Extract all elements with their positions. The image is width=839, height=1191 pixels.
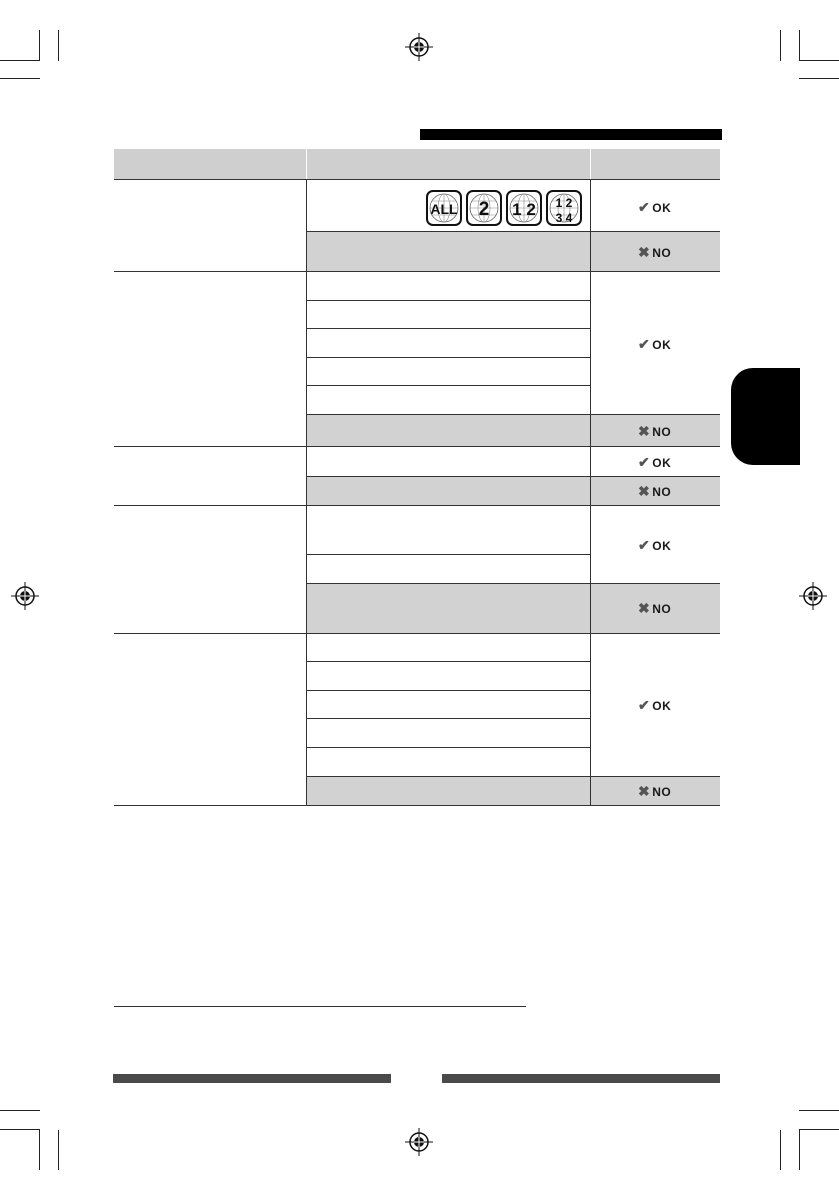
status-ok: ✔ OK	[638, 697, 672, 713]
table-rule	[307, 718, 591, 719]
region-icon-label: 1 2	[555, 196, 573, 210]
region-icon-label: 2	[478, 199, 490, 220]
crop-mark	[799, 1129, 839, 1130]
crop-mark	[58, 30, 59, 61]
checkmark-icon: ✔	[638, 199, 651, 215]
crop-mark	[0, 1129, 40, 1130]
table-rule	[307, 231, 720, 232]
table-rule	[307, 690, 591, 691]
cross-icon: ✖	[638, 483, 651, 499]
checkmark-icon: ✔	[638, 336, 651, 352]
status-ok: ✔ OK	[638, 336, 672, 352]
status-ok: ✔ OK	[638, 537, 672, 553]
registration-mark-icon	[799, 582, 827, 610]
table-rule	[307, 414, 720, 415]
checkmark-icon: ✔	[638, 697, 651, 713]
registration-mark-icon	[11, 582, 39, 610]
crop-mark	[780, 30, 781, 61]
cross-icon: ✖	[638, 244, 651, 260]
status-ok: ✔ OK	[638, 199, 672, 215]
crop-mark	[58, 1130, 59, 1170]
table-rule	[307, 583, 720, 584]
cross-icon: ✖	[638, 423, 651, 439]
footer-bar-left	[113, 1074, 391, 1083]
table-header-cell	[114, 149, 306, 179]
crop-mark	[0, 1110, 40, 1111]
table-rule	[114, 505, 720, 506]
section-header-bar	[420, 129, 722, 140]
region-1-2-3-4-icon	[547, 191, 581, 225]
table-rule	[114, 446, 720, 447]
table-rule	[307, 385, 591, 386]
table-rule	[307, 661, 591, 662]
crop-mark	[39, 30, 40, 61]
crop-mark	[799, 78, 839, 79]
side-tab	[731, 368, 800, 465]
registration-mark-icon	[405, 1128, 433, 1156]
status-no: ✖ NO	[638, 483, 672, 499]
table-rule	[307, 357, 591, 358]
status-no: ✖ NO	[638, 783, 672, 799]
crop-mark	[39, 1130, 40, 1170]
table-rule	[114, 633, 720, 634]
table-rule	[307, 554, 591, 555]
crop-mark	[780, 1130, 781, 1170]
table-rule	[307, 328, 591, 329]
table-rule	[307, 476, 720, 477]
table-header-cell	[591, 149, 720, 179]
registration-mark-icon	[405, 33, 433, 61]
table-rule	[306, 179, 307, 805]
region-2-icon	[467, 191, 501, 225]
region-all-icon	[427, 191, 461, 225]
table-header-cell	[307, 149, 590, 179]
footnote-rule	[114, 1006, 526, 1007]
region-icon-label: ALL	[430, 201, 458, 217]
table-rule	[114, 805, 720, 806]
crop-mark	[0, 78, 40, 79]
region-icon-label: 3 4	[555, 211, 573, 225]
status-no: ✖ NO	[638, 244, 672, 260]
checkmark-icon: ✔	[638, 537, 651, 553]
crop-mark	[799, 1130, 800, 1170]
cross-icon: ✖	[638, 600, 651, 616]
crop-mark	[799, 60, 839, 61]
checkmark-icon: ✔	[638, 454, 651, 470]
region-icon-label: 1 2	[512, 200, 536, 219]
status-ok: ✔ OK	[638, 454, 672, 470]
footer-bar-right	[442, 1074, 720, 1083]
table-rule	[114, 271, 720, 272]
crop-mark	[799, 1110, 839, 1111]
region-1-2-icon	[507, 191, 541, 225]
cross-icon: ✖	[638, 783, 651, 799]
table-rule	[307, 747, 591, 748]
status-no: ✖ NO	[638, 600, 672, 616]
table-rule	[114, 179, 720, 180]
region-code-icons	[426, 189, 586, 227]
crop-mark	[0, 60, 40, 61]
status-no: ✖ NO	[638, 423, 672, 439]
table-rule	[307, 300, 591, 301]
table-rule	[590, 179, 591, 805]
table-rule	[307, 776, 720, 777]
crop-mark	[799, 30, 800, 61]
